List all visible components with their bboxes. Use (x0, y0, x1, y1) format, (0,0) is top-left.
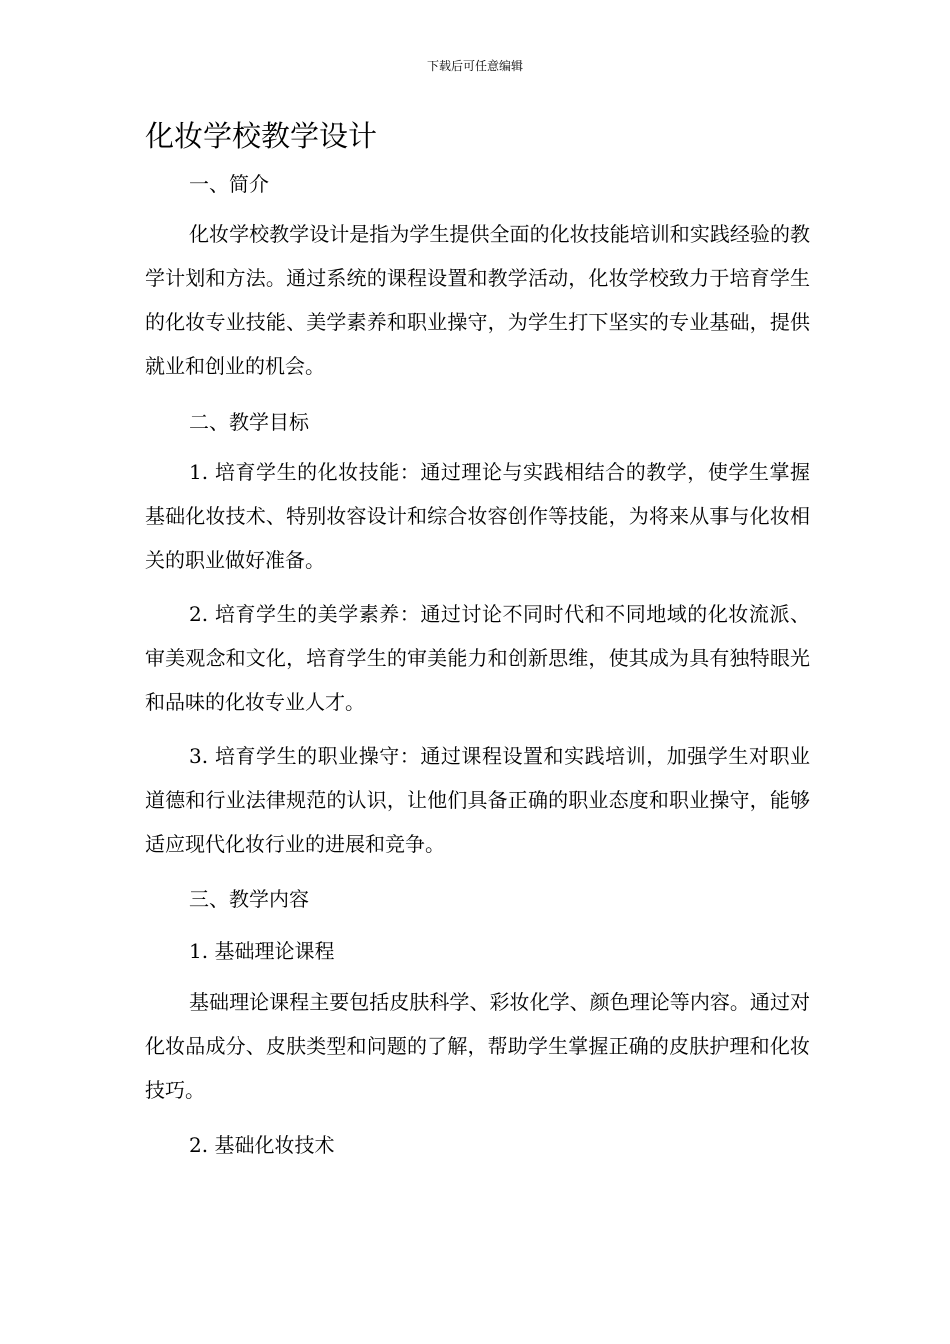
section-heading-goals: 二、教学目标 (189, 410, 309, 434)
goal-item-1: 1. 培育学生的化妆技能：通过理论与实践相结合的教学，使学生掌握基础化妆技术、特别妆容设计和综合妆容创作等技能，为将来从事与化妆相关的职业做好准备。 (145, 460, 810, 572)
subsection-heading-theory: 1. 基础理论课程 (189, 939, 335, 963)
header-note: 下载后可任意编辑 (426, 59, 523, 73)
theory-paragraph: 基础理论课程主要包括皮肤科学、彩妆化学、颜色理论等内容。通过对化妆品成分、皮肤类型和问题的了解，帮助学生掌握正确的皮肤护理和化妆技巧。 (145, 990, 810, 1102)
intro-paragraph: 化妆学校教学设计是指为学生提供全面的化妆技能培训和实践经验的教学计划和方法。通过系统的课程设置和教学活动，化妆学校致力于培育学生的化妆专业技能、美学素养和职业操守，为学生打下坚实的专业基础，提供就业和创业的机会。 (145, 222, 810, 378)
section-heading-content: 三、教学内容 (189, 887, 309, 911)
document-title: 化妆学校教学设计 (145, 119, 378, 153)
section-heading-intro: 一、简介 (189, 172, 269, 196)
subsection-heading-technique: 2. 基础化妆技术 (189, 1133, 335, 1157)
goal-item-3: 3. 培育学生的职业操守：通过课程设置和实践培训，加强学生对职业道德和行业法律规范的认识，让他们具备正确的职业态度和职业操守，能够适应现代化妆行业的进展和竞争。 (145, 744, 810, 856)
goal-item-2: 2. 培育学生的美学素养：通过讨论不同时代和不同地域的化妆流派、审美观念和文化，培育学生的审美能力和创新思维，使其成为具有独特眼光和品味的化妆专业人才。 (145, 602, 810, 714)
